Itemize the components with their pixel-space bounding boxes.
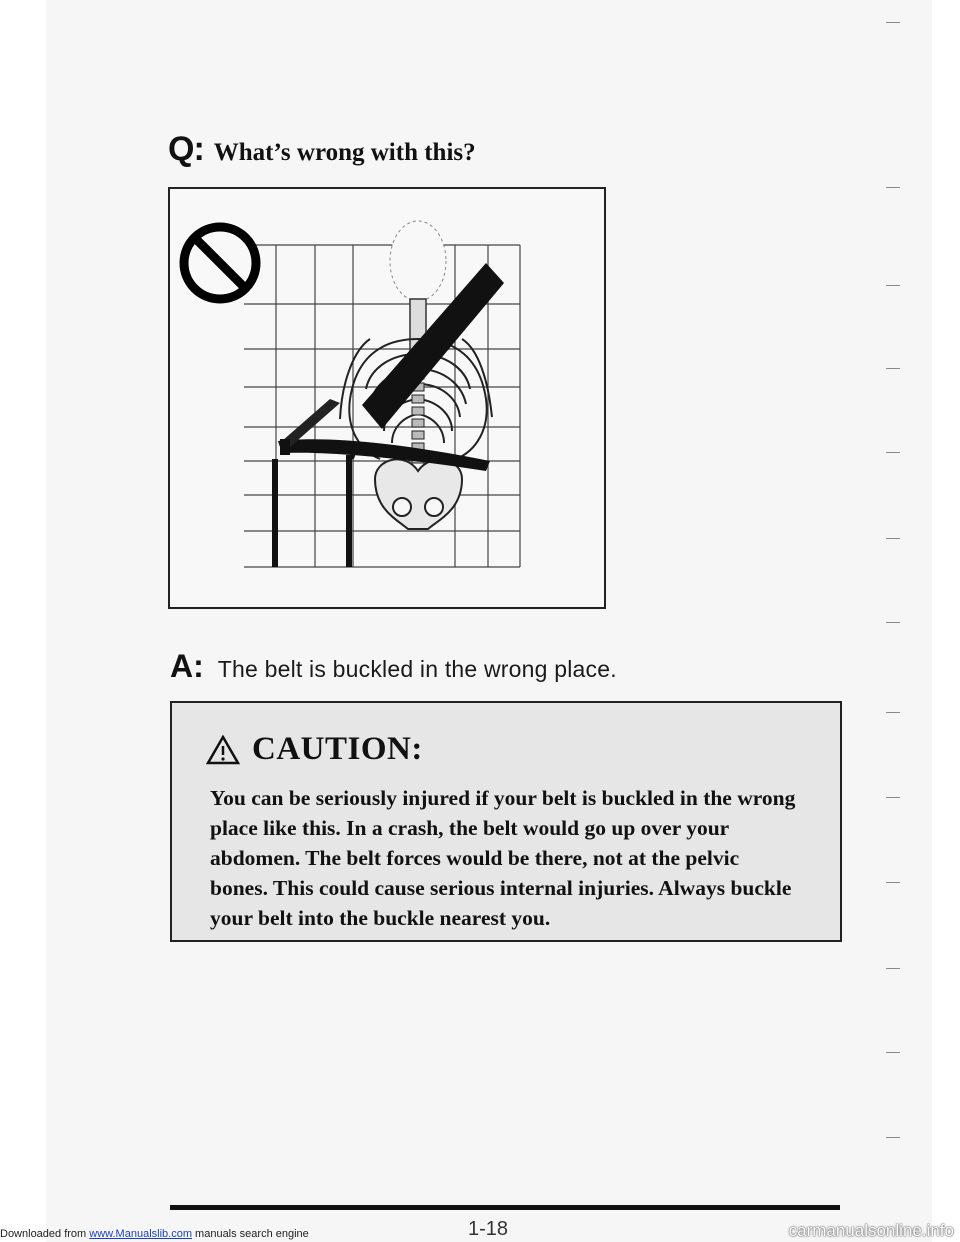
download-prefix: Downloaded from [0, 1228, 87, 1240]
caution-box [170, 701, 842, 942]
margin-tick-marks [880, 0, 920, 1242]
manualslib-link[interactable]: www.Manualslib.com [89, 1228, 192, 1240]
answer-marker: A: [170, 648, 204, 684]
caution-header [206, 731, 423, 768]
caution-line: You can be seriously injured if your belt is buckled in the wrong [210, 786, 796, 810]
question-marker: Q: [168, 130, 204, 168]
warning-triangle-icon [206, 735, 240, 765]
footer-rule [170, 1205, 840, 1210]
answer-line [170, 648, 617, 685]
skeleton-illustration [170, 189, 604, 607]
page-number: 1-18 [468, 1218, 509, 1240]
question-line [168, 130, 476, 169]
illustration-figure [168, 187, 606, 609]
caution-line: your belt into the buckle nearest you. [210, 906, 551, 930]
caution-line: place like this. In a crash, the belt would go up over your [210, 816, 730, 840]
pelvis [375, 459, 462, 529]
caution-line: abdomen. The belt forces would be there, not at the pelvic [210, 846, 740, 870]
site-watermark: carmanualsonline.info [788, 1221, 954, 1240]
caution-line: bones. This could cause serious internal injuries. Always buckle [210, 876, 792, 900]
download-suffix: manuals search engine [195, 1228, 309, 1240]
download-banner [0, 1228, 309, 1240]
no-symbol-icon [184, 227, 256, 299]
caution-title: CAUTION: [252, 731, 423, 767]
question-text: What’s wrong with this? [213, 139, 476, 166]
answer-text: The belt is buckled in the wrong place. [217, 656, 617, 682]
caution-text [210, 783, 820, 933]
